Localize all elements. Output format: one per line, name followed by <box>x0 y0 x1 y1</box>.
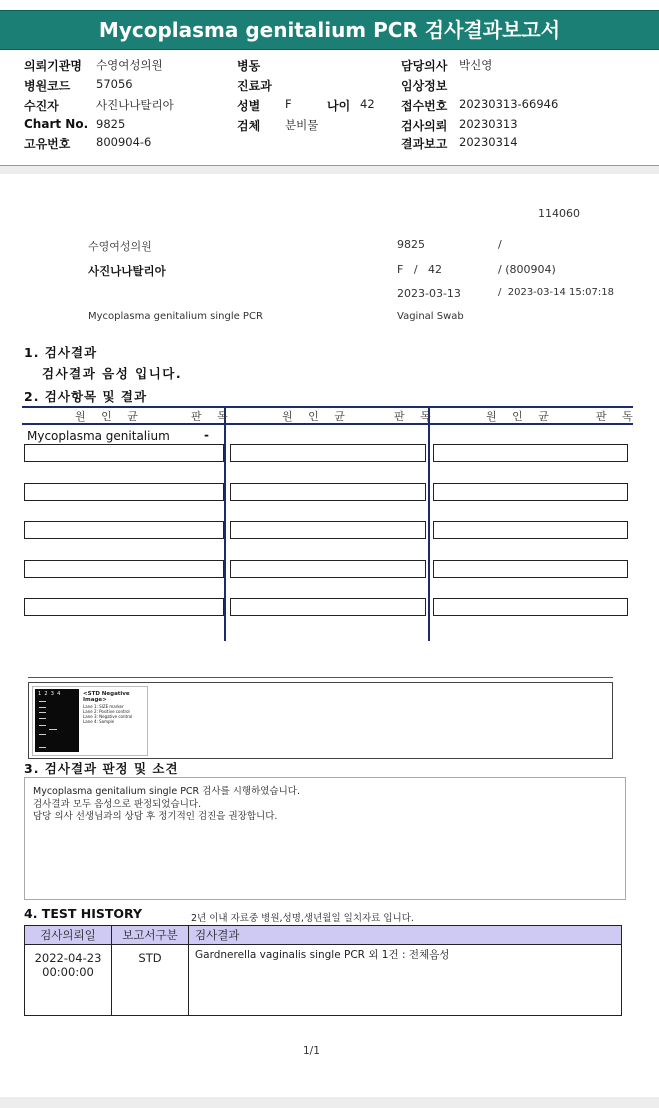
result-cell <box>230 521 426 539</box>
info-request-date: 2023-03-13 <box>397 287 461 300</box>
sex-value: F <box>285 97 292 111</box>
history-date-cell <box>25 945 112 1016</box>
patient-value: 사진나나탈리아 <box>96 98 174 112</box>
chart-value: 9825 <box>96 117 126 131</box>
department-label: 진료과 <box>237 79 272 93</box>
section2-title: 2. 검사항목 및 결과 <box>24 389 148 404</box>
bottom-band <box>0 1097 659 1108</box>
history-note: 2년 이내 자료중 병원,성명,생년월일 일치자료 입니다. <box>191 913 414 924</box>
col-header-judgment-2: 판 독 <box>394 410 437 423</box>
remark-line: Mycoplasma genitalium single PCR 검사를 시행하였습니다. <box>33 786 300 797</box>
result-cell <box>24 521 224 539</box>
separator-band <box>0 166 659 174</box>
result-cell <box>433 444 628 462</box>
result-cell <box>24 598 224 616</box>
history-col-type: 보고서구분 <box>112 926 189 945</box>
history-type: STD <box>112 945 189 1016</box>
gel-band <box>39 747 46 748</box>
age-value: 42 <box>360 97 375 111</box>
result-cell <box>433 483 628 501</box>
gel-legend-item: Lane 1: SIZE marker <box>83 704 124 709</box>
gel-separator <box>28 677 613 678</box>
table-row <box>25 945 622 1016</box>
section1-title: 1. 검사결과 <box>24 345 98 360</box>
col-header-pathogen-1: 원 인 균 <box>75 410 144 423</box>
request-value: 20230313 <box>459 117 518 131</box>
institution-label: 의뢰기관명 <box>24 59 82 73</box>
result-pathogen: Mycoplasma genitalium <box>27 429 170 443</box>
age-label: 나이 <box>327 99 351 113</box>
col-header-judgment-1: 판 독 <box>191 410 234 423</box>
col-header-pathogen-2: 원 인 균 <box>282 410 351 423</box>
info-test-name: Mycoplasma genitalium single PCR <box>88 311 263 322</box>
doctor-value: 박신영 <box>459 58 493 72</box>
report-title-bar <box>0 10 659 50</box>
result-cell <box>433 560 628 578</box>
history-col-date: 검사의뢰일 <box>25 926 112 945</box>
request-label: 검사의뢰 <box>401 119 448 133</box>
section3-title: 3. 검사결과 판정 및 소견 <box>24 761 179 776</box>
clinical-label: 임상정보 <box>401 79 448 93</box>
result-cell <box>24 483 224 501</box>
result-cell <box>24 560 224 578</box>
info-patient: 사진나나탈리아 <box>88 264 166 278</box>
section1-result: 검사결과 음성 입니다. <box>42 366 183 381</box>
ward-label: 병동 <box>237 59 261 73</box>
grid-divider-2 <box>428 408 430 641</box>
chart-label: Chart No. <box>24 117 89 131</box>
receipt-label: 접수번호 <box>401 99 448 113</box>
gel-band <box>39 734 46 735</box>
result-cell <box>230 598 426 616</box>
result-cell <box>230 444 426 462</box>
info-institution: 수영여성의원 <box>88 240 152 253</box>
doctor-label: 담당의사 <box>401 59 448 73</box>
gel-image <box>32 686 148 756</box>
result-cell <box>230 560 426 578</box>
history-time: 00:00:00 <box>42 965 94 979</box>
info-sex-age: F / 42 <box>397 263 443 276</box>
remark-line: 검사결과 모두 음성으로 판정되었습니다. <box>33 799 202 810</box>
info-chart-separator: / <box>498 238 502 251</box>
gel-legend-item: Lane 3: Negative control <box>83 714 133 719</box>
col-header-judgment-3: 판 독 <box>596 410 639 423</box>
result-cell <box>433 521 628 539</box>
gel-band <box>39 718 46 719</box>
report-code: 114060 <box>538 207 580 220</box>
history-col-result: 검사결과 <box>189 926 622 945</box>
hospital-code-label: 병원코드 <box>24 79 71 93</box>
grid-divider-1 <box>224 408 226 641</box>
info-report-datetime: / 2023-03-14 15:07:18 <box>498 287 614 298</box>
report-title: Mycoplasma genitalium PCR 검사결과보고서 <box>98 18 561 42</box>
history-result: Gardnerella vaginalis single PCR 외 1건 : 전체음성 <box>189 945 622 1016</box>
remark-line: 담당 의사 선생님과의 상담 후 정기적인 검진을 권장합니다. <box>33 811 278 822</box>
receipt-value: 20230313-66946 <box>459 97 559 111</box>
result-cell <box>433 598 628 616</box>
info-chart: 9825 <box>397 238 425 251</box>
patient-label: 수진자 <box>24 99 59 113</box>
sex-label: 성별 <box>237 99 261 113</box>
gel-band <box>39 725 46 726</box>
uid-label: 고유번호 <box>24 137 71 151</box>
result-cell <box>230 483 426 501</box>
history-date: 2022-04-23 <box>34 951 102 965</box>
gel-lane-numbers: 1 2 3 4 <box>38 691 61 697</box>
history-header-row <box>25 926 622 945</box>
report-label: 결과보고 <box>401 137 448 151</box>
result-judgment: - <box>204 428 209 442</box>
gel-legend-item: Lane 2: Positive control <box>83 709 130 714</box>
gel-legend-item: Lane 4: Sample <box>83 719 115 724</box>
institution-value: 수영여성의원 <box>96 58 163 72</box>
gel-band <box>49 729 57 730</box>
gel-band <box>39 707 46 708</box>
specimen-value: 분비물 <box>285 118 319 132</box>
gel-band <box>39 712 46 713</box>
hospital-code-value: 57056 <box>96 77 133 91</box>
section4-title: 4. TEST HISTORY <box>24 906 143 921</box>
info-birth: / (800904) <box>498 263 556 276</box>
report-value: 20230314 <box>459 135 518 149</box>
gel-legend <box>83 704 132 724</box>
result-cell <box>24 444 224 462</box>
history-table <box>24 925 622 1016</box>
gel-band <box>39 701 46 702</box>
gel-caption: <STD Negative Image> <box>83 691 130 703</box>
uid-value: 800904-6 <box>96 135 152 149</box>
col-header-pathogen-3: 원 인 균 <box>486 410 555 423</box>
gel-photo <box>35 689 79 752</box>
specimen-label: 검체 <box>237 119 261 133</box>
page-number: 1/1 <box>303 1045 320 1057</box>
info-specimen: Vaginal Swab <box>397 311 464 322</box>
